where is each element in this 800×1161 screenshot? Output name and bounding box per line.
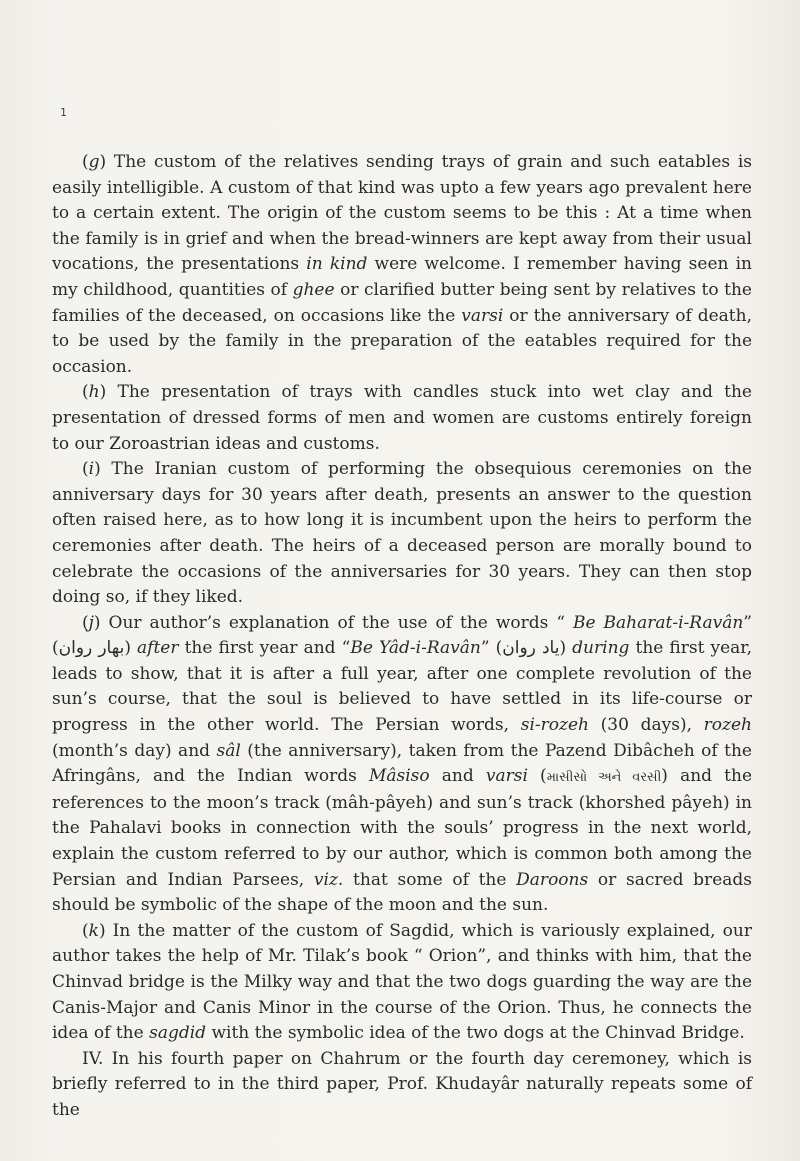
italic-text: in kind xyxy=(306,254,368,275)
text-segment: ” (یاد روان) xyxy=(480,638,573,659)
text-segment: ) The Iranian custom of performing the obsequious ceremonies on the anniversary days for 30 years after death, presents an answer to the question often raised here, as to how long it is incumbent upon the heirs to perform the ceremonies after death. The heirs of a deceased person are morally bound to celebrate the occasions of the anniversaries for 30 years. They can then stop doing so, if they liked. xyxy=(52,459,752,608)
page-mark: 1 xyxy=(60,106,67,119)
italic-text: varsi xyxy=(485,766,528,787)
text-segment: ) The presentation of trays with candles stuck into wet clay and the presentation of dressed forms of men and women are customs entirely foreign to our Zoroastrian ideas and customs. xyxy=(52,382,752,454)
italic-text: rozeh xyxy=(703,715,752,736)
italic-text: sâl xyxy=(216,740,241,761)
italic-text: varsi xyxy=(461,305,504,326)
text-segment: (month’s day) and xyxy=(52,740,217,761)
text-segment: the first year and “ xyxy=(178,638,351,659)
text-segment: or clarified butter being sent by relatives to the families of the deceased, on occasions like the xyxy=(52,279,752,326)
italic-text: after xyxy=(137,638,179,659)
italic-text: g xyxy=(88,152,100,172)
italic-text: j xyxy=(88,612,94,633)
text-segment: (the anniversary), taken from the Pazend Dibâcheh of the Afringâns, and the Indian words xyxy=(52,740,752,787)
text-segment: ) In the matter of the custom of Sagdid, which is variously explained, our author takes the help of Mr. Tilak’s book “ Orion”, and thinks with him, that the Chinvad bridge is the Milky way and that the two dogs guarding the way are the Canis-Major and Canis Minor in the course of the Orion. Thus, he connects the idea of the xyxy=(52,920,752,1044)
paragraph-IV xyxy=(52,1047,752,1124)
italic-text: Be Yâd-i-Ravân xyxy=(350,638,481,659)
italic-text: si-rozeh xyxy=(520,715,589,736)
text-segment: ) The custom of the relatives sending trays of grain and such eatables is easily intelligible. A custom of that kind was upto a few years ago prevalent here to a certain extent. The origin of the custom seems to be this : At a time when the family is in grief and when the bread-winners are kept away from their usual vocations, the presentations xyxy=(52,152,752,275)
text-segment: ( xyxy=(82,612,89,633)
text-segment: (30 days), xyxy=(588,715,704,736)
text-segment: or the anniversary of death, to be used by the family in the preparation of the eatables required for the occasion. xyxy=(52,305,752,377)
text-segment: with the symbolic idea of the two dogs at the Chinvad Bridge. xyxy=(206,1023,745,1044)
paragraph-i xyxy=(52,457,752,611)
italic-text: during xyxy=(572,638,630,659)
text-segment: ( xyxy=(82,152,89,172)
paragraph-h xyxy=(52,380,752,457)
paragraph-k xyxy=(52,919,752,1047)
text-segment: the first year, leads to show, that it is after a full year, after one complete revolution of the sun’s course, that the soul is believed to have settled in its life-course or progress in the other world. The Persian words, xyxy=(52,638,752,736)
italic-text: viz xyxy=(313,869,338,890)
text-segment: ( xyxy=(82,459,89,480)
text-segment: were welcome. I remember having seen in my childhood, quantities of xyxy=(52,254,752,300)
paragraph-g xyxy=(52,150,752,380)
text-segment: ( xyxy=(527,766,547,787)
text-segment: ) and the references to the moon’s track (mâh-pâyeh) and sun’s track (khorshed pâyeh) in the Pahalavi books in connection with the souls’ progress in the next world, explain the custom referred to by our author, which is common both among the Persian and Indian Parsees, xyxy=(52,766,753,890)
italic-text: i xyxy=(88,459,95,480)
text-segment: માસીસો અને વરસી xyxy=(546,770,662,786)
text-segment: ” (بهار روان) xyxy=(52,612,752,659)
text-segment: or sacred breads should be symbolic of the shape of the moon and the sun. xyxy=(52,869,752,916)
text-segment: ( xyxy=(82,382,89,403)
italic-text: h xyxy=(88,382,100,403)
italic-text: Be Baharat-i-Ravân xyxy=(573,612,744,633)
text-segment: and xyxy=(429,766,486,787)
text-segment: IV. In his fourth paper on Chahrum or the fourth day ceremoney, which is briefly referred to in the third paper, Prof. Khudayâr naturally repeats some of the xyxy=(52,1048,752,1120)
italic-text: sagdid xyxy=(149,1023,207,1044)
italic-text: Mâsiso xyxy=(368,766,430,787)
text-segment: ( xyxy=(82,920,89,941)
italic-text: k xyxy=(88,920,99,941)
text-segment: . that some of the xyxy=(337,869,517,890)
italic-text: Daroons xyxy=(516,869,589,890)
paragraph-j xyxy=(52,611,752,919)
text-segment: ) Our author’s explanation of the use of the words “ xyxy=(93,612,574,633)
italic-text: ghee xyxy=(292,279,335,300)
body-text xyxy=(52,150,752,1124)
